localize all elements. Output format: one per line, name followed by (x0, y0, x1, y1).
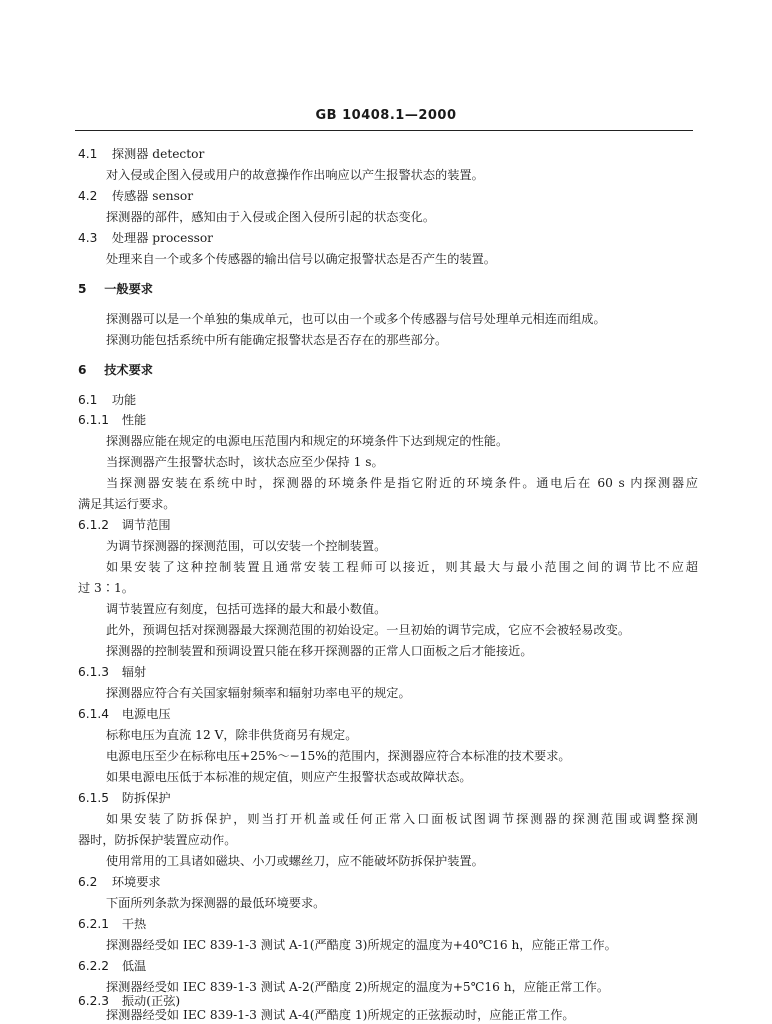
paragraph-line: 电源电压至少在标称电压+25%～−15%的范围内，探测器应符合本标准的技术要求。 (106, 749, 571, 763)
section-number: 6 (78, 363, 87, 377)
clause-number: 4.1 (78, 147, 98, 161)
clause-title: 干热 (121, 917, 147, 931)
paragraph-line: 探测器经受如 IEC 839-1-3 测试 A-2(严酷度 2)所规定的温度为+5℃16 h，应能正常工作。 (106, 980, 610, 994)
clause-number: 6.2.1 (78, 917, 110, 931)
clause-number: 6.1 (78, 393, 98, 407)
paragraph-line: 如果安装了防拆保护，则当打开机盖或任何正常入口面板试图调节探测器的探测范围或调整探测 (106, 812, 698, 826)
clause-title: 调节范围 (121, 518, 171, 532)
clause-6-2-heading (78, 874, 161, 890)
paragraph-line: 调节装置应有刻度，包括可选择的最大和最小数值。 (106, 602, 387, 616)
paragraph-line: 探测器的部件，感知由于入侵或企图入侵所引起的状态变化。 (106, 210, 436, 224)
clause-title: 辐射 (121, 665, 147, 679)
section-title: 一般要求 (104, 282, 153, 296)
clause-6-1-3-heading (78, 664, 146, 680)
paragraph-line: 探测功能包括系统中所有能确定报警状态是否存在的那些部分。 (106, 333, 448, 347)
clause-title: 低温 (121, 959, 147, 973)
paragraph-line: 如果电源电压低于本标准的规定值，则应产生报警状态或故障状态。 (106, 770, 472, 784)
clause-title: 探测器 detector (111, 147, 205, 161)
standard-code-header: GB 10408.1—2000 (315, 108, 457, 123)
section-6-heading (78, 362, 153, 378)
paragraph-line: 处理来自一个或多个传感器的输出信号以确定报警状态是否产生的装置。 (106, 252, 496, 266)
clause-6-1-1-heading (78, 412, 146, 428)
clause-number: 6.2 (78, 875, 98, 889)
clause-4-3-heading (78, 230, 213, 246)
clause-6-1-2-heading (78, 517, 171, 533)
clause-6-2-1-heading (78, 916, 146, 932)
paragraph-line: 过 3∶1。 (78, 581, 134, 595)
clause-6-2-2-heading (78, 958, 146, 974)
paragraph-line: 探测器应符合有关国家辐射频率和辐射功率电平的规定。 (106, 686, 411, 700)
clause-title: 传感器 sensor (111, 189, 194, 203)
clause-number: 4.2 (78, 189, 98, 203)
clause-title: 性能 (121, 413, 147, 427)
paragraph-line: 标称电压为直流 12 V，除非供货商另有规定。 (106, 728, 358, 742)
clause-title: 环境要求 (111, 875, 161, 889)
clause-title: 功能 (111, 393, 137, 407)
clause-title: 防拆保护 (121, 791, 171, 805)
paragraph-line: 为调节探测器的探测范围，可以安装一个控制装置。 (106, 539, 387, 553)
clause-number: 6.1.4 (78, 707, 110, 721)
clause-number: 4.3 (78, 231, 98, 245)
clause-6-1-5-heading (78, 790, 171, 806)
clause-number: 6.2.2 (78, 959, 110, 973)
clause-4-1-heading (78, 146, 204, 162)
paragraph-line: 如果安装了这种控制装置且通常安装工程师可以接近，则其最大与最小范围之间的调节比不应超 (106, 560, 698, 574)
section-number: 5 (78, 282, 87, 296)
paragraph-line: 当探测器产生报警状态时，该状态应至少保持 1 s。 (106, 455, 384, 469)
section-title: 技术要求 (104, 363, 153, 377)
clause-title: 电源电压 (121, 707, 171, 721)
paragraph-line: 探测器的控制装置和预调设置只能在移开探测器的正常人口面板之后才能接近。 (106, 644, 533, 658)
section-5-heading (78, 281, 153, 297)
clause-6-1-heading (78, 392, 136, 408)
paragraph-line: 满足其运行要求。 (78, 497, 176, 511)
paragraph-line: 当探测器安装在系统中时，探测器的环境条件是指它附近的环境条件。通电后在 60 s 内探测器应 (106, 476, 698, 490)
paragraph-line: 器时，防拆保护装置应动作。 (78, 833, 237, 847)
paragraph-line: 探测器可以是一个单独的集成单元，也可以由一个或多个传感器与信号处理单元相连而组成。 (106, 312, 606, 326)
paragraph-line: 探测器经受如 IEC 839-1-3 测试 A-4(严酷度 1)所规定的正弦振动时，应能正常工作。 (106, 1008, 575, 1022)
clause-number: 6.1.1 (78, 413, 110, 427)
clause-number: 6.1.2 (78, 518, 110, 532)
clause-6-1-4-heading (78, 706, 171, 722)
clause-title: 处理器 processor (111, 231, 213, 245)
clause-title: 振动(正弦) (121, 994, 181, 1008)
paragraph-line: 对入侵或企图入侵或用户的故意操作作出响应以产生报警状态的装置。 (106, 168, 484, 182)
paragraph-line: 下面所列条款为探测器的最低环境要求。 (106, 896, 326, 910)
clause-number: 6.1.5 (78, 791, 110, 805)
paragraph-line: 探测器应能在规定的电源电压范围内和规定的环境条件下达到规定的性能。 (106, 434, 509, 448)
paragraph-line: 此外，预调包括对探测器最大探测范围的初始设定。一旦初始的调节完成，它应不会被轻易改变。 (106, 623, 631, 637)
paragraph-line: 探测器经受如 IEC 839-1-3 测试 A-1(严酷度 3)所规定的温度为+40℃16 h，应能正常工作。 (106, 938, 617, 952)
clause-number: 6.1.3 (78, 665, 110, 679)
paragraph-line: 使用常用的工具诸如磁块、小刀或螺丝刀，应不能破坏防拆保护装置。 (106, 854, 484, 868)
clause-4-2-heading (78, 188, 193, 204)
header-rule (75, 130, 693, 131)
clause-number: 6.2.3 (78, 994, 110, 1008)
